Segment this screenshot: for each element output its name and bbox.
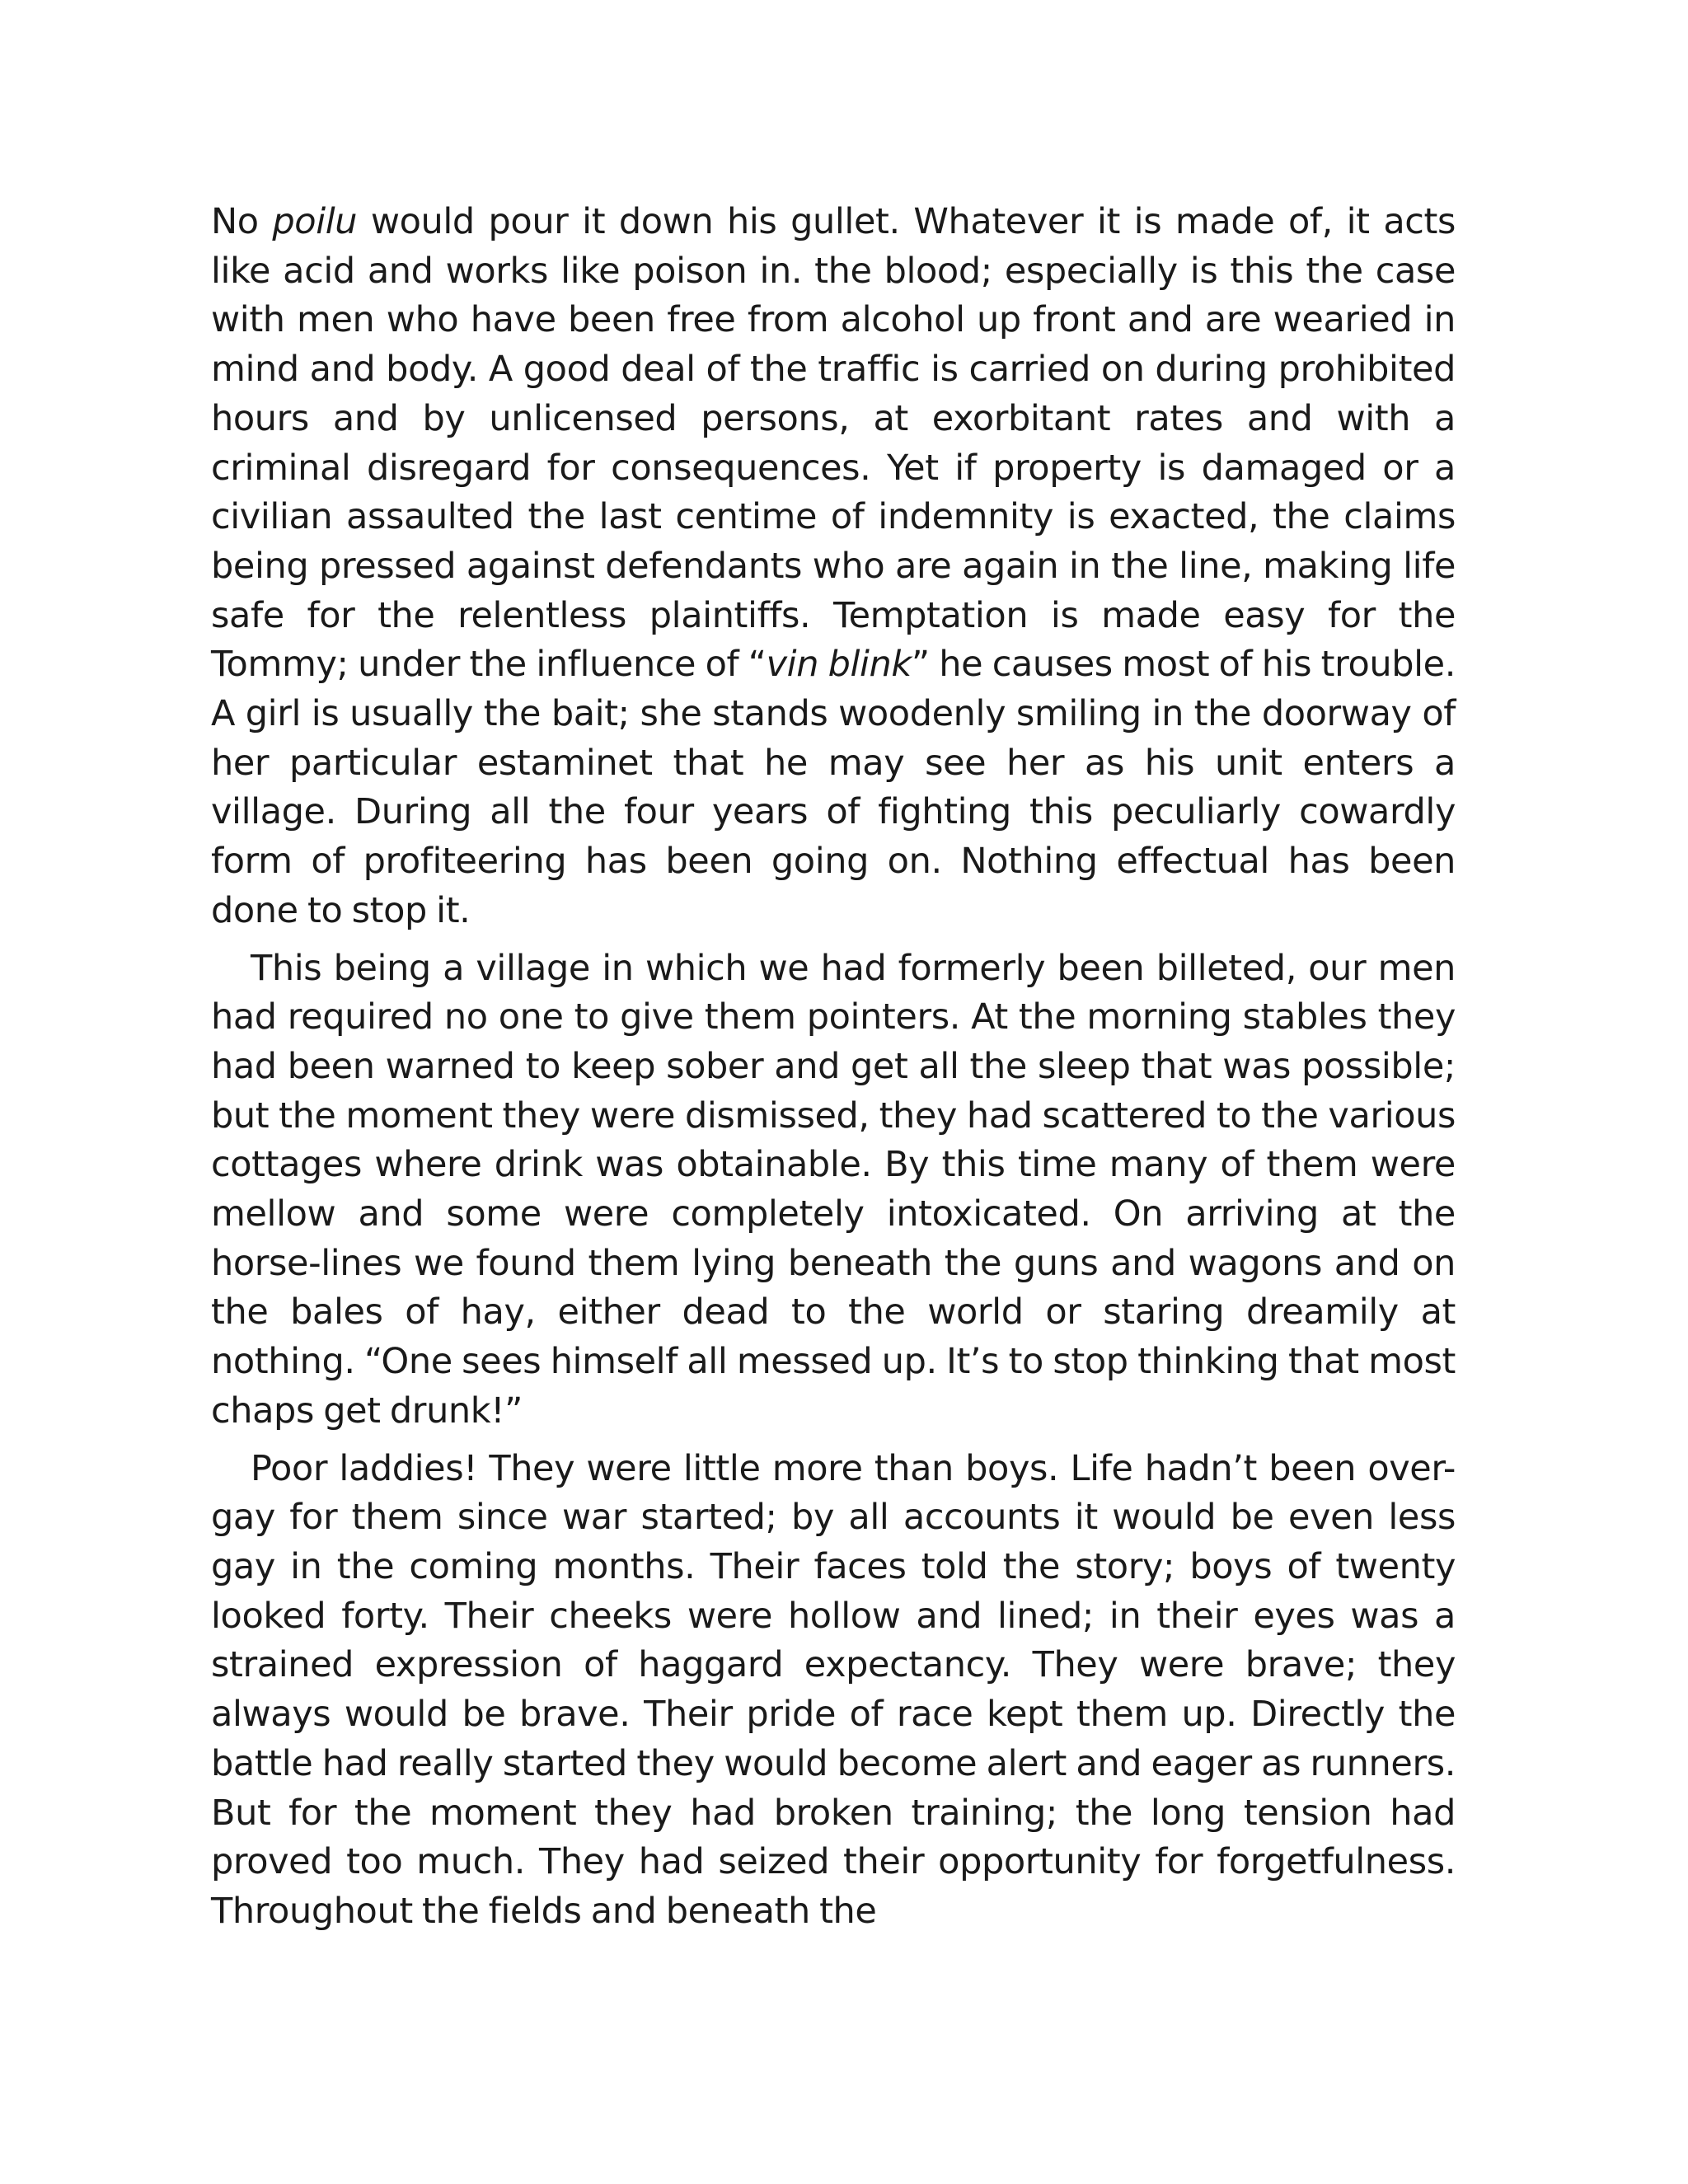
book-page-body: [211, 198, 1456, 1945]
text-run: No: [211, 201, 273, 242]
text-run: would pour it down his gullet. Whatever it is made of, it acts like acid and works like poison in. the blood; especially is this the case with men who have been free from alcohol up front and are wearied in mind and body. A good deal of the traffic is carried on during prohibited hours and by unlicensed persons, at exorbitant rates and with a criminal disregard for consequences. Yet if property is damaged or a civilian assaulted the last centime of indemnity is exacted, the claims being pressed against defendants who are again in the line, making life safe for the relentless plaintiffs. Temptation is made easy for the Tommy; under the influence of “: [211, 201, 1456, 686]
paragraph-3: [211, 1445, 1456, 1937]
italic-text-run: poilu: [272, 201, 358, 242]
paragraph-2: [211, 944, 1456, 1436]
text-run: ” he causes most of his trouble. A girl is usually the bait; she stands woodenly smiling in the doorway of her particular estaminet that he may see her as his unit enters a village. During all the four years of fighting this peculiarly cowardly form of profiteering has been going on. Nothing effectual has been done to stop it.: [211, 644, 1456, 931]
italic-text-run: vin blink: [766, 644, 912, 686]
paragraph-1: [211, 198, 1456, 936]
text-run: This being a village in which we had formerly been billeted, our men had required no one to give them pointers. At the morning stables they had been warned to keep sober and get all the sleep that was possible; but the moment they were dismissed, they had scattered to the various cottages where drink was obtainable. By this time many of them were mellow and some were completely intoxicated. On arriving at the horse-lines we found them lying beneath the guns and wagons and on the bales of hay, either dead to the world or staring dreamily at nothing. “One sees himself all messed up. It’s to stop thinking that most chaps get drunk!”: [211, 947, 1456, 1432]
text-run: Poor laddies! They were little more than boys. Life hadn’t been over-gay for them since war started; by all accounts it would be even less gay in the coming months. Their faces told the story; boys of twenty looked forty. Their cheeks were hollow and lined; in their eyes was a strained expression of haggard expectancy. They were brave; they always would be brave. Their pride of race kept them up. Directly the battle had really started they would become alert and eager as runners. But for the moment they had broken training; the long tension had proved too much. They had seized their opportunity for forgetfulness. Throughout the fields and beneath the: [211, 1447, 1456, 1932]
